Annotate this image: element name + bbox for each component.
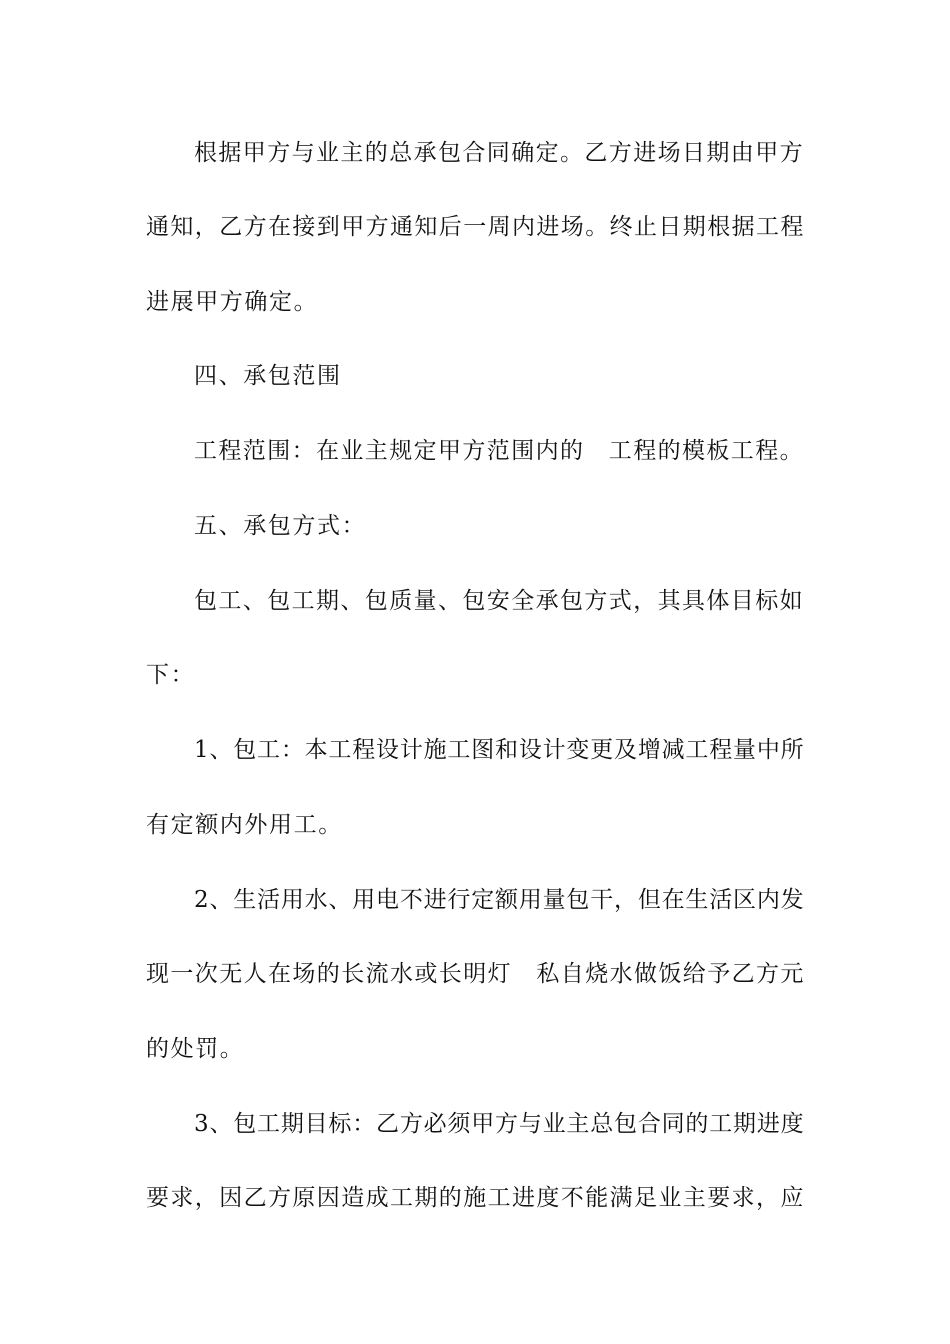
list-item-line: 的处罚。	[146, 1036, 245, 1062]
list-item-line: 3、包工期目标：乙方必须甲方与业主总包合同的工期进度	[194, 1111, 805, 1137]
list-item-line: 2、生活用水、用电不进行定额用量包干，但在生活区内发	[194, 887, 805, 913]
list-item-line: 1、包工：本工程设计施工图和设计变更及增减工程量中所	[194, 737, 805, 763]
paragraph-line: 下：	[146, 662, 196, 688]
paragraph-line: 通知，乙方在接到甲方通知后一周内进场。终止日期根据工程	[146, 214, 805, 240]
paragraph-line: 包工、包工期、包质量、包安全承包方式，其具体目标如	[194, 588, 804, 614]
paragraph-line: 工程范围：在业主规定甲方范围内的 工程的模板工程。	[194, 438, 804, 464]
paragraph-line: 根据甲方与业主的总承包合同确定。乙方进场日期由甲方	[194, 140, 804, 166]
list-item-line: 要求，因乙方原因造成工期的施工进度不能满足业主要求，应	[146, 1185, 805, 1211]
list-item-line: 现一次无人在场的长流水或长明灯 私自烧水做饭给予乙方元	[146, 961, 805, 987]
list-item-line: 有定额内外用工。	[146, 812, 343, 838]
paragraph-line: 进展甲方确定。	[146, 289, 319, 315]
section-heading: 四、承包范围	[194, 363, 342, 389]
section-heading: 五、承包方式：	[194, 513, 367, 539]
